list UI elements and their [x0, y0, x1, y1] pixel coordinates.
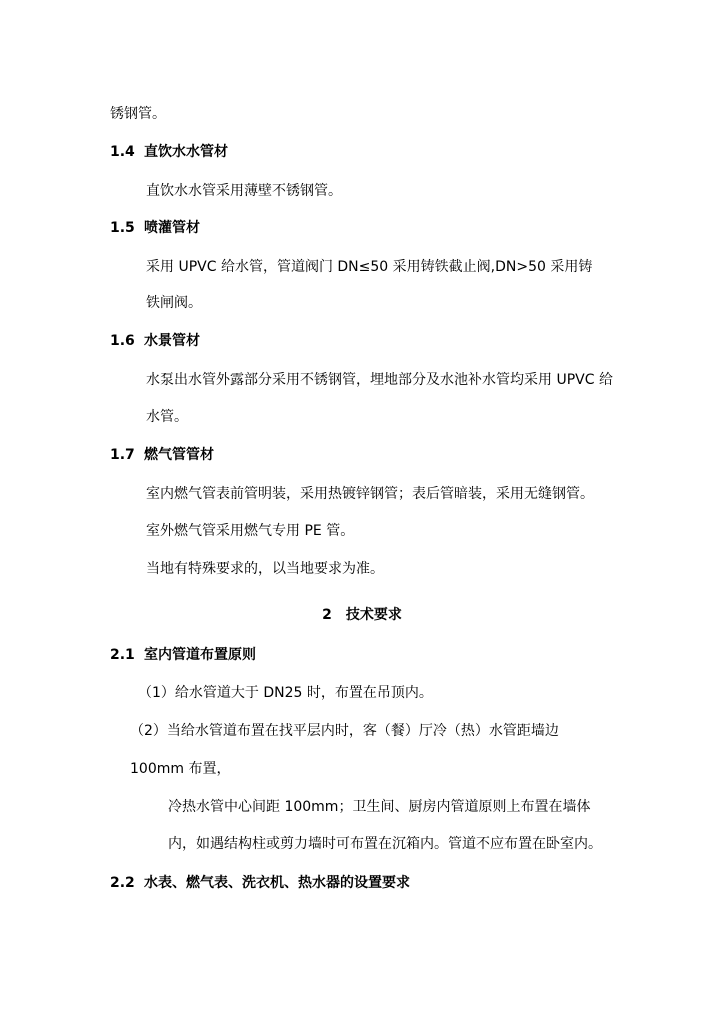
paragraph-line: 当地有特殊要求的，以当地要求为准。	[146, 561, 384, 577]
section-title: 直饮水水管材	[144, 144, 228, 160]
paragraph-line: 100mm 布置，	[130, 761, 231, 777]
paragraph-line: 水管。	[146, 409, 188, 425]
paragraph-line: 水泵出水管外露部分采用不锈钢管，埋地部分及水池补水管均采用 UPVC 给	[146, 372, 613, 388]
list-item: （1）给水管道大于 DN25 时，布置在吊顶内。	[138, 685, 433, 701]
section-heading-1-5	[110, 218, 200, 238]
section-number: 1.4	[110, 144, 135, 160]
section-heading-2-1	[110, 645, 256, 665]
chapter-heading-2	[0, 605, 724, 625]
paragraph: 直饮水水管采用薄壁不锈钢管。	[146, 183, 342, 199]
paragraph-line: 采用 UPVC 给水管，管道阀门 DN≤50 采用铸铁截止阀,DN>50 采用铸	[146, 259, 593, 275]
section-title: 水表、燃气表、洗衣机、热水器的设置要求	[144, 875, 410, 891]
section-number: 1.6	[110, 333, 135, 349]
section-heading-1-6	[110, 331, 200, 351]
section-heading-1-7	[110, 445, 214, 465]
section-title: 燃气管管材	[144, 447, 214, 463]
section-title: 室内管道布置原则	[144, 647, 256, 663]
section-number: 2	[322, 607, 332, 623]
paragraph-line: 室外燃气管采用燃气专用 PE 管。	[146, 523, 355, 539]
section-heading-2-2	[110, 873, 410, 893]
section-heading-1-4	[110, 142, 228, 162]
section-number: 1.7	[110, 447, 135, 463]
paragraph-line: 室内燃气管表前管明装，采用热镀锌钢管；表后管暗装，采用无缝钢管。	[146, 486, 594, 502]
list-item: （2）当给水管道布置在找平层内时，客（餐）厅冷（热）水管距墙边	[130, 723, 559, 739]
paragraph-line: 内，如遇结构柱或剪力墙时可布置在沉箱内。管道不应布置在卧室内。	[168, 836, 602, 852]
continued-text: 锈钢管。	[110, 106, 166, 122]
paragraph-line: 铁闸阀。	[146, 295, 202, 311]
section-title: 技术要求	[345, 607, 402, 623]
section-title: 喷灌管材	[144, 220, 200, 236]
section-number: 1.5	[110, 220, 135, 236]
section-number: 2.2	[110, 875, 135, 891]
paragraph-line: 冷热水管中心间距 100mm；卫生间、厨房内管道原则上布置在墙体	[168, 799, 591, 815]
section-number: 2.1	[110, 647, 135, 663]
section-title: 水景管材	[144, 333, 200, 349]
